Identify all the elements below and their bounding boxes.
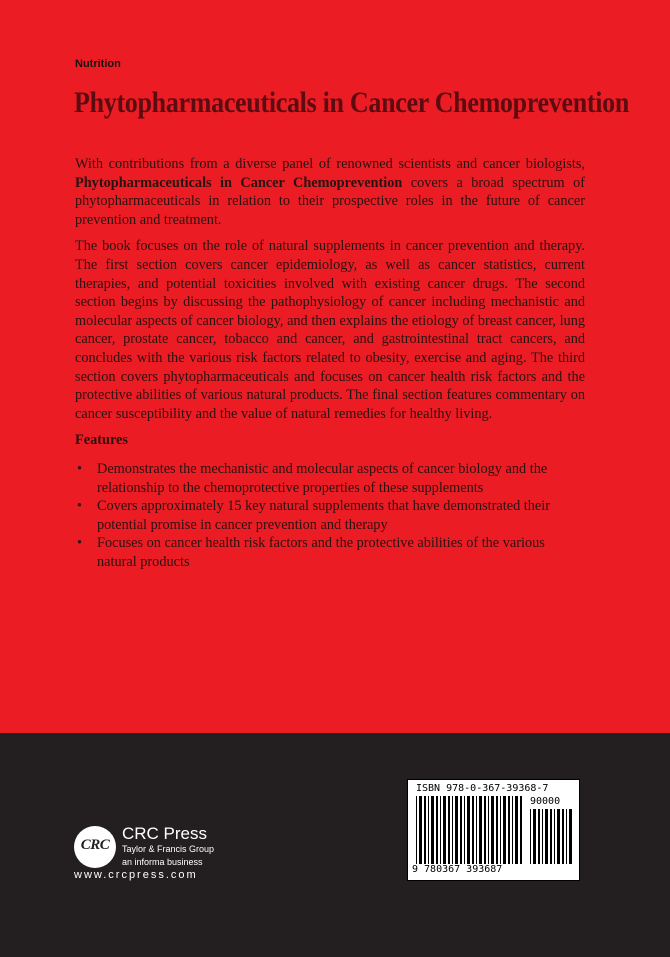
barcode-bar — [424, 796, 426, 864]
publisher-name: CRC Press — [122, 824, 208, 843]
barcode-bar — [512, 796, 513, 864]
intro-text-end: covers a broad spectrum of phytopharmaceuticals in relation to their prospective roles in the future of cancer prevention and treatment. — [75, 174, 585, 228]
price-code: 90000 — [530, 796, 561, 807]
barcode-bar — [419, 796, 422, 864]
crc-logo-text: CRC — [80, 837, 110, 853]
barcode-bar — [554, 809, 555, 864]
barcode-bar — [452, 796, 453, 864]
publisher-group: Taylor & Francis Group — [122, 844, 215, 854]
barcode-bar — [460, 796, 462, 864]
isbn-number: ISBN 978-0-367-39368-7 — [416, 783, 549, 794]
barcode-bar — [455, 796, 458, 864]
feature-text: Covers approximately 15 key natural supplements that have demonstrated their potential promise in cancer prevention and therapy — [97, 498, 551, 533]
publisher-website: www.crcpress.com — [74, 869, 198, 881]
price-barcode-icon — [530, 809, 572, 866]
barcode-bar — [440, 796, 441, 864]
barcode-bars-icon — [416, 796, 524, 866]
summary-paragraph: The book focuses on the role of natural supplements in cancer prevention and therapy. The first section covers cancer epidemiology, as well as cancer statistics, current therapies, and potential toxicities involved with existing cancer drugs. The second section begins by discussing the pathophysiology of cancer including mechanistic and molecular aspects of cancer biology, and then explains the etiology of breast cancer, lung cancer, prostate cancer, tobacco and cancer, and gastrointestinal tract cancers, and concludes with the various risk factors related to obesity, exercise and aging. The third section covers phytopharmaceuticals and focuses on cancer health risk factors and the protective abilities of various natural products. The final section features commentary on cancer susceptibility and the value of natural remedies for healthy living. — [75, 238, 585, 422]
barcode-bar — [431, 796, 434, 864]
isbn-barcode — [407, 779, 580, 881]
barcode-bar — [542, 809, 543, 864]
bullet-icon: • — [77, 498, 83, 515]
feature-item — [75, 497, 585, 534]
barcode-bar — [508, 796, 510, 864]
barcode-bar — [491, 796, 494, 864]
intro-paragraph — [75, 155, 585, 229]
barcode-bar — [538, 809, 540, 864]
barcode-bar — [448, 796, 450, 864]
crc-logo-icon — [74, 826, 116, 868]
features-list — [75, 460, 585, 572]
barcode-bar — [530, 809, 531, 864]
barcode-bar — [428, 796, 429, 864]
feature-text: Focuses on cancer health risk factors and the protective abilities of the various natural products — [97, 535, 545, 570]
intro-title-bold: Phytopharmaceuticals in Cancer Chemoprevention — [75, 174, 403, 191]
barcode-bar — [557, 809, 560, 864]
category-label: Nutrition — [75, 58, 121, 70]
bullet-icon: • — [77, 460, 83, 477]
barcode-bar — [479, 796, 482, 864]
barcode-bar — [500, 796, 501, 864]
barcode-bar — [550, 809, 552, 864]
barcode-bar — [472, 796, 474, 864]
barcode-bar — [416, 796, 417, 864]
feature-text: Demonstrates the mechanistic and molecular aspects of cancer biology and the relationship to the chemoprotective properties of these supplements — [97, 460, 548, 496]
barcode-bar — [443, 796, 446, 864]
barcode-bar — [464, 796, 465, 864]
feature-item — [75, 460, 585, 497]
barcode-bar — [488, 796, 489, 864]
bullet-icon: • — [77, 535, 83, 552]
barcode-bar — [533, 809, 536, 864]
barcode-bar — [476, 796, 477, 864]
barcode-digits: 9 780367 393687 — [412, 864, 503, 875]
barcode-bar — [436, 796, 438, 864]
barcode-bar — [545, 809, 548, 864]
barcode-bar — [484, 796, 486, 864]
publisher-tagline: an informa business — [122, 857, 203, 867]
barcode-bar — [503, 796, 506, 864]
back-cover-description — [75, 155, 585, 571]
barcode-bar — [520, 796, 522, 864]
barcode-bar — [467, 796, 470, 864]
intro-text-start: With contributions from a diverse panel of renowned scientists and cancer biologists, — [75, 156, 585, 172]
barcode-bar — [562, 809, 564, 864]
barcode-bar — [496, 796, 498, 864]
features-heading: Features — [75, 432, 128, 449]
barcode-bar — [566, 809, 567, 864]
barcode-bar — [569, 809, 572, 864]
feature-item — [75, 534, 585, 571]
book-title: Phytopharmaceuticals in Cancer Chemoprevention — [74, 86, 630, 119]
barcode-bar — [515, 796, 518, 864]
